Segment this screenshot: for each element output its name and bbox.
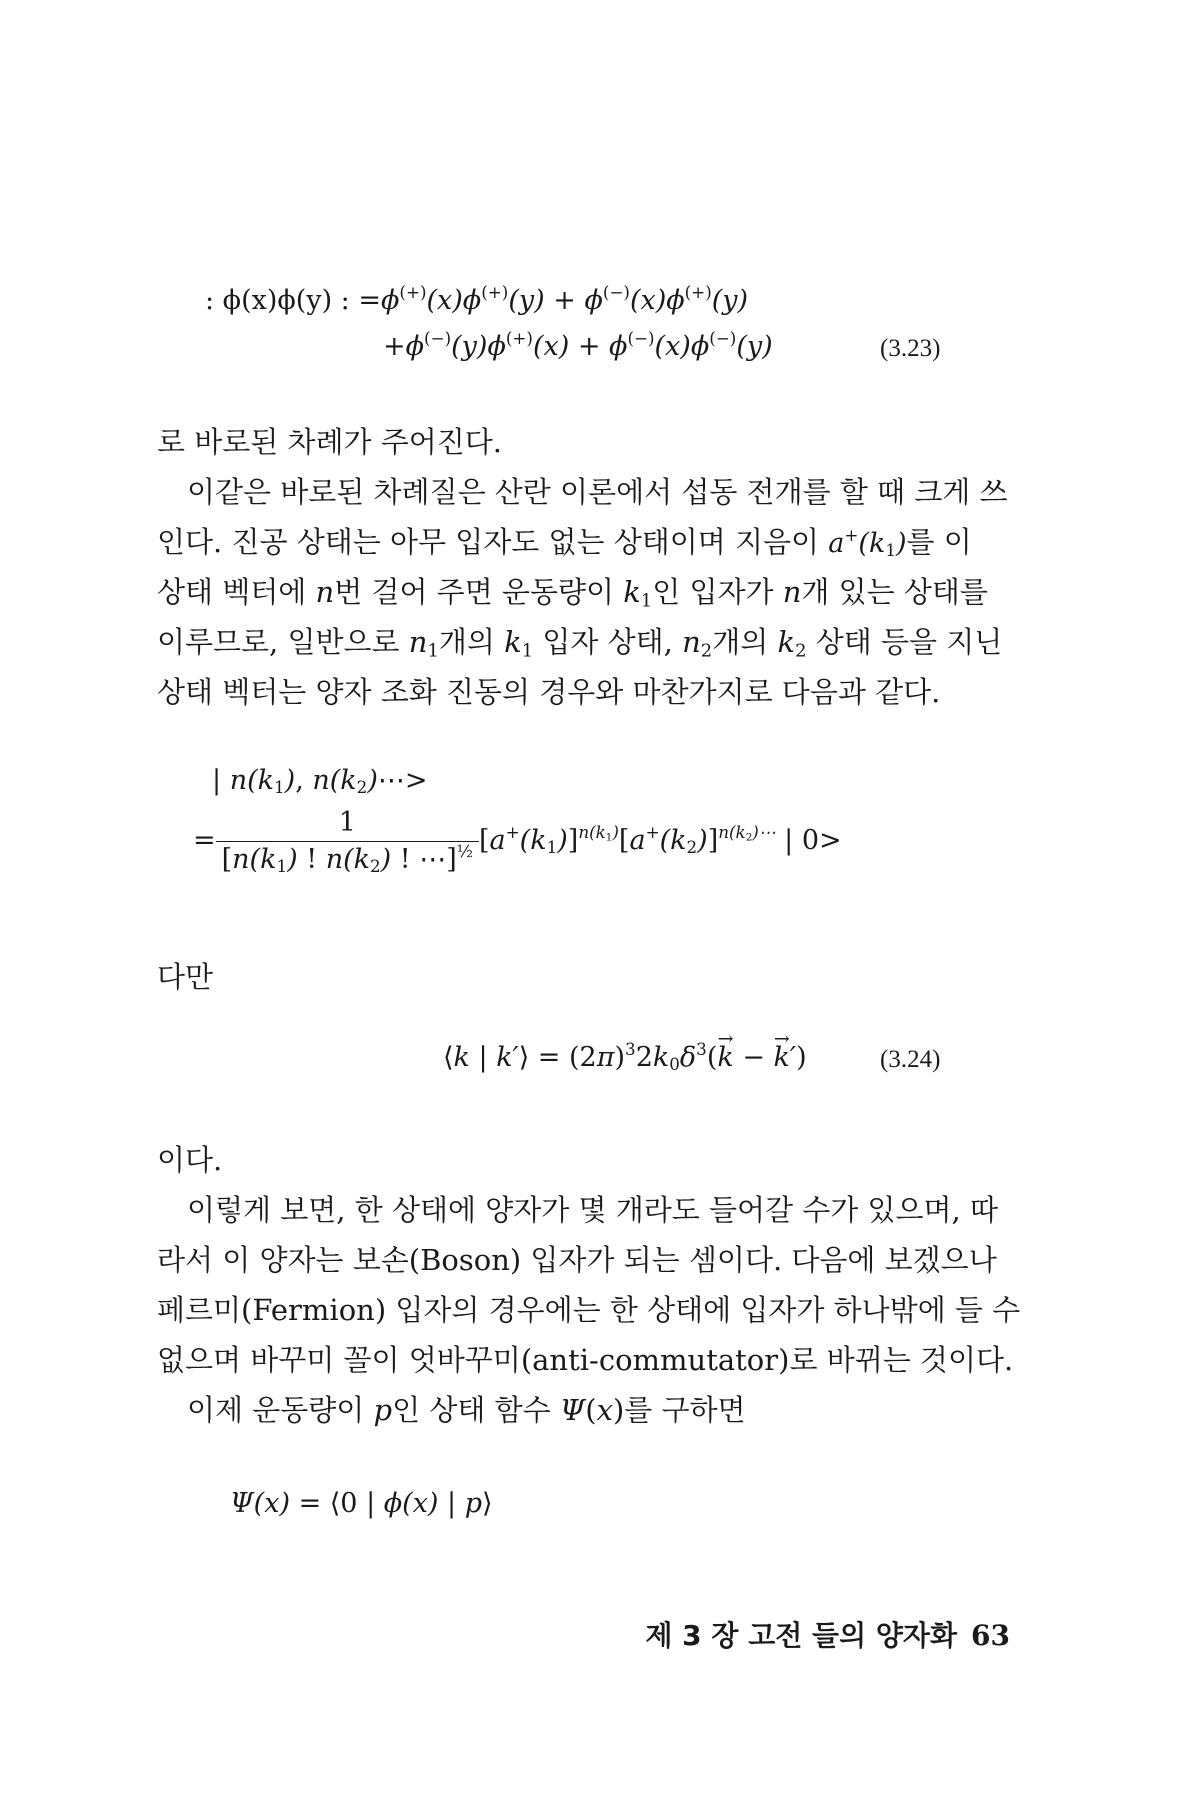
text-line: 상태 벡터는 양자 조화 진동의 경우와 마찬가지로 다음과 같다. <box>157 675 941 709</box>
text-line: 이제 운동량이 p인 상태 함수 Ψ(x)를 구하면 <box>187 1393 746 1427</box>
page-footer <box>620 1614 1010 1654</box>
state-vector-ket: | $n(k_1)$, $n(k_2)\cdots>$ <box>212 765 428 798</box>
equation-3-24: ⟨k | k′⟩ = $(2\pi)^32k_0\delta^3(k$ → − k →′) <box>443 1044 807 1071</box>
text-line: 이루므로, 일반으로 $n_1$개의 $k_1$ 입자 상태, $n_2$개의 $k_2$ 상태 등을 지닌 <box>157 625 1003 662</box>
paragraph-3 <box>157 952 1027 1002</box>
paragraph-6 <box>157 1385 1027 1435</box>
equation-number-3-24: (3.24) <box>880 1046 941 1073</box>
text-line: 페르미(Fermion) 입자의 경우에는 한 상태에 입자가 하나밖에 들 수 <box>157 1293 1021 1327</box>
chapter-title: 제 3 장 고전 들의 양자화 <box>645 1619 958 1652</box>
text-line: 없으며 바꾸미 꼴이 엇바꾸미(anti-commutator)로 바뀌는 것이다. <box>157 1343 1014 1377</box>
equation-3-23-line2: +ϕ(−)(y)ϕ(+)(x) + ϕ(−)(x)ϕ(−)(y) <box>383 328 773 362</box>
text-line: 인다. 진공 상태는 아무 입자도 없는 상태이며 지음이 $a^+(k_1)$를 이 <box>157 525 972 561</box>
text-line: 이같은 바로된 차례질은 산란 이론에서 섭동 전개를 할 때 크게 쓰 <box>187 475 1008 509</box>
state-vector-expression: = $\frac{1}{[n(k_1) ! n(k_2) ! \cdots]^{\frac{1}{2}}}$ $[a^+(k_1)]^{n(k_1)}[a^+(k_2)]^{n(k_2)\cdots}$ | 0> <box>193 807 842 877</box>
text-line: 이다. <box>157 1143 223 1177</box>
text-line: 라서 이 양자는 보손(Boson) 입자가 되는 셈이다. 다음에 보겠으나 <box>157 1243 997 1277</box>
paragraph-5 <box>157 1185 1027 1385</box>
text-line: 로 바로된 차례가 주어진다. <box>157 425 503 459</box>
page-number: 63 <box>971 1619 1010 1652</box>
eq-lhs: : ϕ(x)ϕ(y) : <box>205 285 350 316</box>
paragraph-4 <box>157 1135 1027 1185</box>
wavefunction-equation: Ψ(x) = ⟨0 | ϕ(x) | p⟩ <box>230 1488 493 1519</box>
paragraph-2 <box>157 467 1027 717</box>
equation-number-3-23: (3.23) <box>880 335 941 362</box>
text-line: 이렇게 보면, 한 상태에 양자가 몇 개라도 들어갈 수가 있으며, 따 <box>187 1193 998 1227</box>
equation-3-23-line1: : ϕ(x)ϕ(y) : =ϕ(+)(x)ϕ(+)(y) + ϕ(−)(x)ϕ(+)(y) <box>205 282 749 316</box>
paragraph-1 <box>157 417 1027 467</box>
text-line: 다만 <box>157 960 214 994</box>
text-line: 상태 벡터에 n번 걸어 주면 운동량이 $k_1$인 입자가 n개 있는 상태를 <box>157 575 988 612</box>
